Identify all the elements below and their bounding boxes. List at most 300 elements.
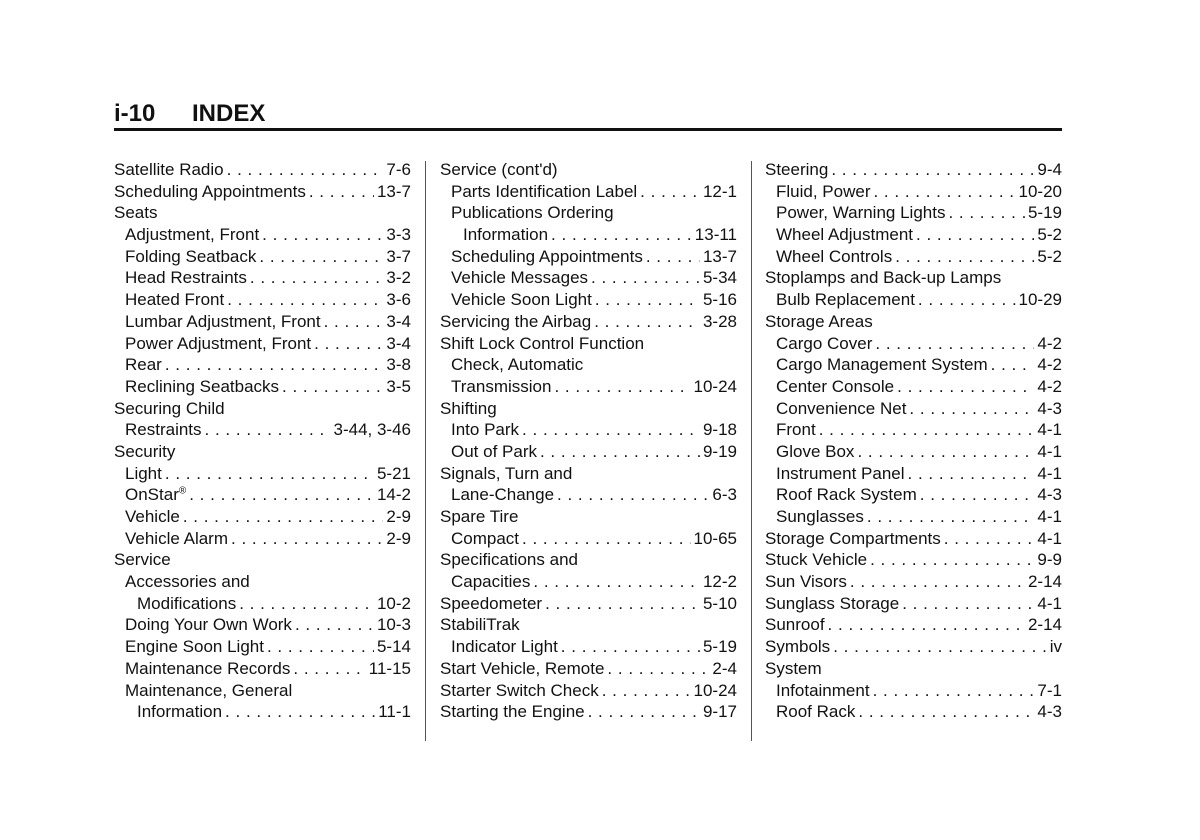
entry-page-ref: 14-2 (376, 485, 411, 505)
dot-leader (225, 701, 375, 723)
index-entry (114, 463, 411, 485)
dot-leader (545, 593, 700, 615)
entry-page-ref: 9-18 (702, 420, 737, 440)
index-column-1 (114, 159, 411, 723)
dot-leader (259, 246, 383, 268)
index-entry (114, 311, 411, 333)
index-entry (114, 224, 411, 246)
entry-label-text: Service (cont'd) (440, 160, 558, 179)
entry-label-text: Stoplamps and Back-up Lamps (765, 268, 1002, 288)
entry-label (765, 528, 941, 550)
dot-leader (948, 202, 1025, 224)
entry-page-ref: 4-1 (1037, 463, 1062, 483)
entry-label (125, 680, 292, 702)
entry-page-ref: 3-3 (386, 225, 411, 245)
entry-page-ref: 10-65 (693, 528, 737, 548)
entry-label (451, 528, 519, 550)
entry-label (440, 593, 542, 615)
index-heading (440, 202, 737, 224)
entry-label (776, 680, 870, 702)
index-entry (114, 333, 411, 355)
entry-label-text: Signals, Turn and (440, 463, 573, 483)
entry-label-text: Scheduling Appointments (451, 246, 643, 266)
entry-label (440, 159, 558, 181)
entry-label (765, 159, 828, 181)
entry-label-text: Starter Switch Check (440, 680, 599, 700)
entry-label-text: Wheel Controls (776, 246, 893, 266)
dot-leader (595, 289, 700, 311)
entry-page-ref: 5-19 (1027, 203, 1062, 223)
entry-page-ref: 4-1 (1037, 441, 1062, 461)
entry-label-text: Vehicle (125, 507, 180, 526)
entry-label (114, 202, 157, 224)
entry-page-ref: 5-2 (1037, 246, 1062, 266)
index-entry (440, 658, 737, 680)
entry-label (125, 267, 247, 289)
dot-leader (561, 636, 700, 658)
entry-label-text: Speedometer (440, 593, 543, 613)
entry-label-text: Head Restraints (125, 268, 247, 288)
dot-leader (557, 484, 709, 506)
entry-page-ref: 3-4 (386, 311, 411, 331)
entry-label-text: Sunglasses (776, 507, 864, 526)
entry-page-ref: 3-44, 3-46 (333, 420, 411, 440)
dot-leader (873, 181, 1015, 203)
index-entry (440, 680, 737, 702)
entry-label (125, 246, 256, 268)
index-column-2 (440, 159, 737, 723)
entry-label-text: Securing Child (114, 398, 225, 418)
entry-label (451, 419, 519, 441)
entry-page-ref: 5-2 (1037, 225, 1062, 245)
index-heading (440, 354, 737, 376)
entry-label-text: Glove Box (776, 441, 855, 461)
index-entry (114, 701, 411, 723)
entry-label-text: Spare Tire (440, 507, 519, 526)
entry-label (776, 246, 892, 268)
index-entry (114, 419, 411, 441)
dot-leader (850, 571, 1025, 593)
entry-label (765, 549, 867, 571)
entry-label-text: Seats (114, 203, 158, 223)
index-entry (440, 181, 737, 203)
index-entry (114, 376, 411, 398)
entry-label-text: Roof Rack System (776, 485, 917, 505)
entry-label (451, 246, 643, 268)
index-entry (765, 593, 1062, 615)
entry-label-text: Information (463, 225, 549, 245)
entry-label-text: Indicator Light (451, 637, 558, 657)
index-entry (440, 246, 737, 268)
entry-label (451, 571, 530, 593)
entry-label (440, 680, 599, 702)
entry-label-text: Starting the Engine (440, 702, 585, 722)
dot-leader (875, 333, 1034, 355)
index-entry (765, 614, 1062, 636)
entry-label-text: Adjustment, Front (125, 225, 260, 245)
entry-label-text: Infotainment (776, 680, 870, 700)
entry-label (765, 571, 847, 593)
entry-page-ref: 4-3 (1037, 702, 1062, 722)
index-heading (114, 680, 411, 702)
index-heading (114, 202, 411, 224)
entry-label (440, 506, 518, 528)
entry-page-ref: 10-20 (1018, 181, 1062, 201)
entry-label (776, 419, 816, 441)
dot-leader (262, 224, 383, 246)
index-entry (440, 484, 737, 506)
entry-page-ref: 3-7 (386, 246, 411, 266)
entry-label-text: Steering (765, 160, 829, 179)
entry-label (765, 593, 899, 615)
dot-leader (588, 701, 700, 723)
entry-label (765, 267, 1001, 289)
entry-page-ref: 13-7 (702, 246, 737, 266)
entry-label-text: Bulb Replacement (776, 290, 915, 310)
index-entry (114, 528, 411, 550)
entry-label (776, 202, 945, 224)
page-title: INDEX (192, 100, 266, 127)
entry-page-ref: 3-8 (386, 355, 411, 375)
entry-label-text: Folding Seatback (125, 246, 257, 266)
entry-label-text: Power Adjustment, Front (125, 333, 312, 353)
dot-leader (908, 463, 1035, 485)
entry-label (125, 571, 250, 593)
entry-page-ref: 2-9 (386, 528, 411, 548)
entry-label-text: Light (125, 463, 162, 483)
dot-leader (607, 658, 709, 680)
entry-label-text: Cargo Management System (776, 355, 988, 375)
entry-label-text: Information (137, 702, 223, 722)
dot-leader (551, 224, 692, 246)
entry-label-text: Symbols (765, 637, 831, 657)
entry-page-ref: 6-3 (712, 485, 737, 505)
entry-label (440, 333, 644, 355)
index-entry (114, 484, 411, 506)
entry-label (114, 159, 224, 181)
index-entry (440, 636, 737, 658)
index-entry (440, 289, 737, 311)
entry-page-ref: 5-21 (376, 463, 411, 483)
entry-label (137, 701, 222, 723)
index-entry (765, 484, 1062, 506)
entry-label-text: Out of Park (451, 441, 537, 461)
entry-label (776, 181, 870, 203)
entry-label-text: Accessories and (125, 572, 250, 592)
entry-label (125, 333, 311, 355)
entry-page-ref: 10-2 (376, 593, 411, 613)
index-entry (440, 571, 737, 593)
dot-leader (870, 549, 1034, 571)
page-number: i-10 (114, 100, 156, 127)
entry-label (451, 441, 537, 463)
dot-leader (602, 680, 691, 702)
entry-label-text: Modifications (137, 593, 237, 613)
entry-label (776, 506, 864, 528)
entry-page-ref: 4-1 (1037, 528, 1062, 548)
dot-leader (324, 311, 384, 333)
index-entry (440, 419, 737, 441)
entry-label (451, 354, 583, 376)
index-entry (765, 354, 1062, 376)
entry-label (776, 289, 915, 311)
entry-page-ref: 2-14 (1027, 572, 1062, 592)
entry-page-ref: 7-6 (386, 160, 411, 179)
entry-label (765, 658, 822, 680)
index-entry (114, 354, 411, 376)
entry-label (125, 636, 264, 658)
entry-label-text: Vehicle Alarm (125, 528, 228, 548)
entry-page-ref: 4-1 (1037, 507, 1062, 526)
dot-leader (183, 506, 384, 528)
index-entry (765, 289, 1062, 311)
entry-label (440, 398, 497, 420)
index-heading (440, 398, 737, 420)
entry-page-ref: 4-1 (1037, 593, 1062, 613)
dot-leader (944, 528, 1035, 550)
entry-page-ref: 13-7 (376, 181, 411, 201)
entry-label (125, 289, 224, 311)
index-entry (765, 224, 1062, 246)
dot-leader (902, 593, 1034, 615)
dot-leader (165, 463, 374, 485)
header-rule (114, 128, 1062, 131)
dot-leader (857, 441, 1034, 463)
entry-label-text: Specifications and (440, 550, 578, 570)
entry-label-text: Reclining Seatbacks (125, 376, 280, 396)
dot-leader (833, 636, 1047, 658)
entry-label (776, 333, 872, 355)
entry-page-ref: 10-3 (376, 615, 411, 635)
entry-label (451, 376, 551, 398)
dot-leader (239, 593, 374, 615)
dot-leader (594, 311, 700, 333)
index-heading (440, 333, 737, 355)
entry-label (765, 311, 873, 333)
entry-label (440, 463, 572, 485)
index-heading (440, 159, 737, 181)
entry-page-ref: 2-14 (1027, 615, 1062, 635)
index-heading (114, 441, 411, 463)
entry-page-ref: 3-6 (386, 290, 411, 310)
entry-label-text: Sunroof (765, 615, 825, 635)
entry-page-ref: 12-1 (702, 181, 737, 201)
entry-label (765, 614, 825, 636)
entry-page-ref: 3-28 (702, 311, 737, 331)
entry-label (451, 484, 554, 506)
dot-leader (267, 636, 374, 658)
entry-label-text: Publications Ordering (451, 203, 614, 223)
index-entry (765, 528, 1062, 550)
index-heading (440, 506, 737, 528)
index-entry (765, 159, 1062, 181)
index-entry (114, 289, 411, 311)
entry-page-ref: 7-1 (1037, 680, 1062, 700)
entry-label-text: Heated Front (125, 290, 225, 310)
dot-leader (282, 376, 383, 398)
entry-page-ref: 4-3 (1037, 485, 1062, 505)
index-entry (765, 571, 1062, 593)
entry-label-text: Service (114, 550, 171, 570)
index-heading (114, 549, 411, 571)
entry-label-text: Maintenance Records (125, 658, 291, 678)
entry-page-ref: 9-9 (1037, 550, 1062, 570)
index-entry (765, 636, 1062, 658)
index-heading (114, 571, 411, 593)
index-column-3 (765, 159, 1062, 723)
index-entry (765, 701, 1062, 723)
index-heading (440, 463, 737, 485)
index-heading (765, 267, 1062, 289)
dot-leader (819, 419, 1035, 441)
entry-label (776, 376, 894, 398)
entry-label-text: Doing Your Own Work (125, 615, 292, 635)
entry-label-text: System (765, 658, 822, 678)
index-heading (765, 311, 1062, 333)
dot-leader (227, 159, 384, 181)
index-heading (765, 658, 1062, 680)
entry-label-text: Storage Compartments (765, 528, 941, 548)
entry-label (125, 224, 259, 246)
entry-label-text: Cargo Cover (776, 333, 873, 353)
entry-label-text: Sun Visors (765, 572, 847, 592)
entry-page-ref: 4-1 (1037, 420, 1062, 440)
dot-leader (895, 246, 1034, 268)
entry-label (440, 658, 604, 680)
entry-label-text: Rear (125, 355, 162, 375)
registered-mark: ® (178, 485, 187, 497)
entry-page-ref: 3-2 (386, 268, 411, 288)
entry-label (114, 549, 171, 571)
entry-page-ref: 9-4 (1037, 160, 1062, 179)
entry-page-ref: 2-4 (712, 658, 737, 678)
dot-leader (227, 289, 383, 311)
entry-label-text: Instrument Panel (776, 463, 905, 483)
entry-page-ref: 10-24 (693, 680, 737, 700)
dot-leader (909, 398, 1034, 420)
index-entry (440, 528, 737, 550)
index-entry (114, 658, 411, 680)
index-entry (765, 246, 1062, 268)
entry-label-text: Roof Rack (776, 702, 856, 722)
entry-page-ref: 11-1 (378, 702, 411, 722)
dot-leader (231, 528, 383, 550)
entry-label-text: Restraints (125, 420, 202, 440)
index-entry (440, 376, 737, 398)
entry-page-ref: 4-2 (1037, 376, 1062, 396)
index-entry (440, 224, 737, 246)
entry-page-ref: 5-16 (702, 290, 737, 310)
dot-leader (873, 680, 1035, 702)
entry-page-ref: 12-2 (702, 572, 737, 592)
dot-leader (918, 289, 1016, 311)
index-entry (440, 311, 737, 333)
dot-leader (522, 419, 700, 441)
entry-label-text: Stuck Vehicle (765, 550, 868, 570)
entry-label (114, 181, 306, 203)
entry-label-text: Check, Automatic (451, 355, 584, 375)
entry-label (776, 354, 988, 376)
entry-label-text: Shift Lock Control Function (440, 333, 645, 353)
entry-page-ref: 2-9 (386, 507, 411, 526)
index-entry (114, 506, 411, 528)
entry-label (776, 463, 905, 485)
index-entry (765, 333, 1062, 355)
entry-label-text: Vehicle Soon Light (451, 290, 592, 310)
dot-leader (831, 159, 1034, 181)
entry-page-ref: 10-24 (693, 376, 737, 396)
index-entry (114, 181, 411, 203)
dot-leader (916, 224, 1034, 246)
entry-label-text: Sunglass Storage (765, 593, 900, 613)
entry-label (765, 636, 830, 658)
index-entry (765, 181, 1062, 203)
entry-label (114, 398, 225, 420)
dot-leader (189, 484, 374, 506)
entry-page-ref: iv (1049, 637, 1062, 657)
entry-page-ref: 3-4 (386, 333, 411, 353)
entry-label-text: StabiliTrak (440, 615, 520, 635)
column-divider (425, 161, 426, 741)
entry-label-text: Into Park (451, 420, 520, 440)
index-entry (765, 463, 1062, 485)
index-entry (114, 593, 411, 615)
index-entry (114, 267, 411, 289)
entry-label-text: Transmission (451, 376, 552, 396)
entry-page-ref: 10-29 (1018, 290, 1062, 310)
entry-label (440, 614, 520, 636)
index-entry (440, 441, 737, 463)
entry-label (440, 701, 585, 723)
entry-label-text: Scheduling Appointments (114, 181, 306, 201)
dot-leader (920, 484, 1035, 506)
entry-label-text: Storage Areas (765, 311, 873, 331)
column-divider (751, 161, 752, 741)
dot-leader (522, 528, 690, 550)
index-entry (114, 246, 411, 268)
entry-label (440, 311, 591, 333)
page-header (114, 100, 1062, 128)
entry-label-text: Shifting (440, 398, 497, 418)
dot-leader (533, 571, 700, 593)
index-entry (765, 398, 1062, 420)
dot-leader (540, 441, 700, 463)
index-entry (765, 419, 1062, 441)
entry-label (114, 441, 175, 463)
entry-label-text: Security (114, 441, 176, 461)
entry-label (125, 484, 186, 506)
entry-label-text: OnStar (125, 485, 179, 505)
entry-label-text: Convenience Net (776, 398, 907, 418)
entry-label-text: Capacities (451, 572, 531, 592)
dot-leader (250, 267, 384, 289)
entry-label-text: Parts Identification Label (451, 181, 638, 201)
dot-leader (897, 376, 1034, 398)
entry-label (125, 528, 228, 550)
index-entry (765, 441, 1062, 463)
dot-leader (591, 267, 700, 289)
entry-label-text: Front (776, 420, 816, 440)
entry-page-ref: 4-2 (1037, 333, 1062, 353)
dot-leader (205, 419, 331, 441)
index-heading (440, 614, 737, 636)
index-entry (114, 614, 411, 636)
entry-label (125, 311, 321, 333)
entry-label-text: Compact (451, 528, 520, 548)
index-entry (440, 267, 737, 289)
entry-label (440, 549, 578, 571)
dot-leader (991, 354, 1035, 376)
